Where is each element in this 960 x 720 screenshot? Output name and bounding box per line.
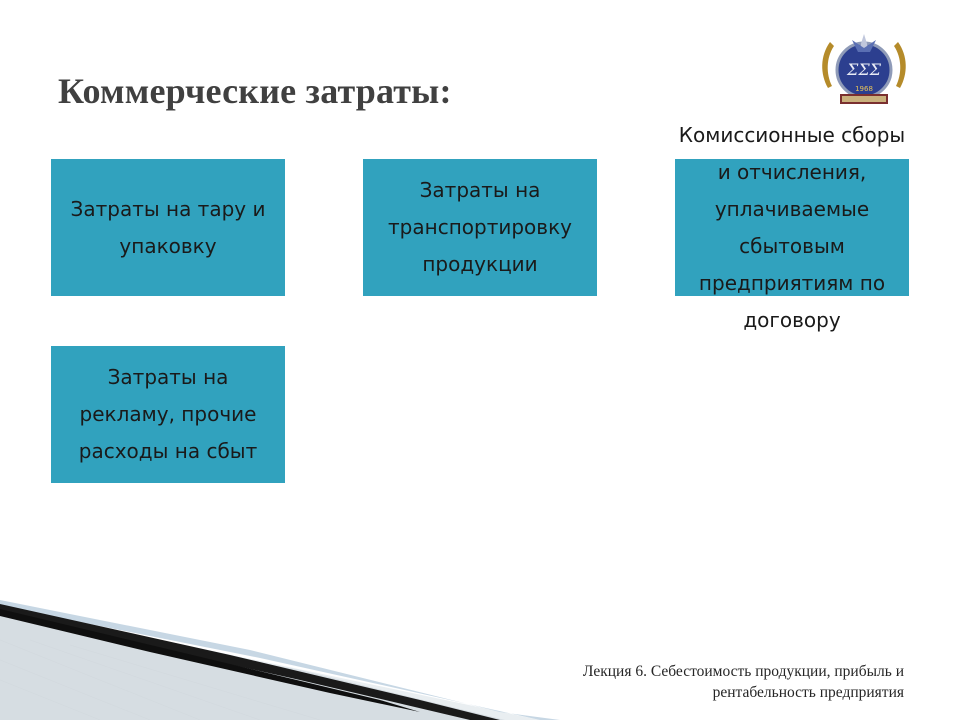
cost-box-packaging xyxy=(51,159,285,296)
svg-text:ΣΣΣ: ΣΣΣ xyxy=(847,60,881,79)
cost-box-commission-text xyxy=(675,99,909,357)
footer-line-2: рентабельность предприятия xyxy=(712,684,904,701)
cost-box-transport xyxy=(363,159,597,296)
footer-line-1: Лекция 6. Себестоимость продукции, прибыль и xyxy=(582,663,904,680)
cost-box-label: Затраты на транспортировку продукции xyxy=(388,178,572,276)
cost-box-label: Комиссионные сборы и отчисления, уплачиваемые сбытовым предприятиям по договору xyxy=(678,123,906,332)
logo-year: 1968 xyxy=(855,85,873,93)
page-title: Коммерческие затраты: xyxy=(58,71,452,111)
cost-box-label: Затраты на тару и упаковку xyxy=(70,196,266,258)
cost-box-label: Затраты на рекламу, прочие расходы на сбыт xyxy=(78,365,258,463)
footer-caption xyxy=(484,661,904,703)
cost-box-advertising xyxy=(51,346,285,483)
emblem-logo-icon xyxy=(814,28,914,108)
